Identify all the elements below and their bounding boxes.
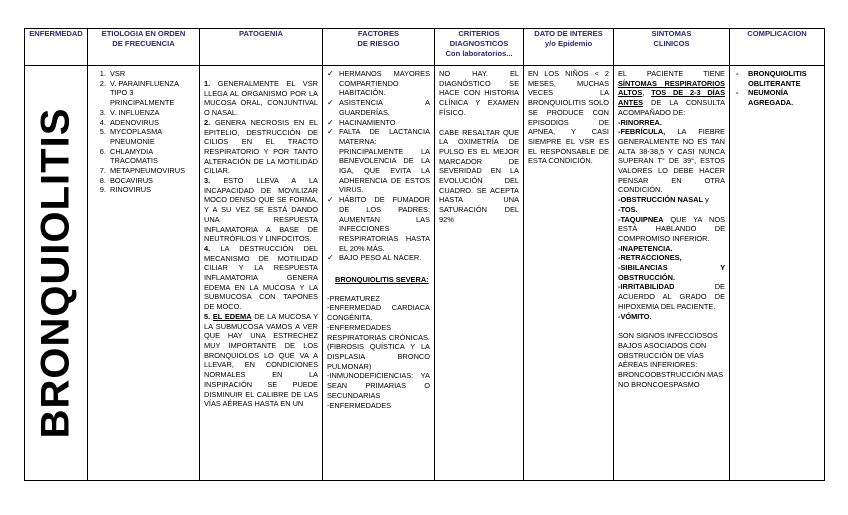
factores-cell [323,66,435,481]
etiologia-list [92,69,195,195]
header-factores: FACTORES DE RIESGO [323,29,435,66]
sintoma-sibilancias: -SIBILANCIAS Y OBSTRUCCIÓN. [618,263,725,282]
list-item: - BRONQUIOLITIS OBLITERANTE [734,69,820,88]
list-item: 5. MYCOPLASMA PNEUMONIE [108,127,195,146]
content-row [25,66,825,481]
sintoma-taquipnea: -TAQUIPNEA QUE YA NOS ESTÁ HABLANDO DE COMPROMISO INFERIOR. [618,214,725,243]
list-item: ✓ FALTA DE LACTANCIA MATERNA: PRINCIPALMENTE LA BENEVOLENCIA DE LA IGA, QUE EVITA LA ADHERENCIA DE ESTOS VIRUS. [327,127,430,195]
header-row [25,29,825,66]
bronquiolitis-table [24,28,825,481]
patogenia-step: 1. GENERALMENTE EL VSR LLEGA AL ORGANISMO POR LA MUCOSA ORAL, CONJUNTIVAL O NASAL. [204,79,318,118]
list-item: ✓ ASISTENCIA A GUARDERÍAS. [327,98,430,117]
sintomas-cell [614,66,730,481]
header-enfermedad: ENFERMEDAD [25,29,88,66]
list-item: 2. V. PARAINFLUENZA TIPO 3 PRINCIPALMENTE [108,79,195,108]
patogenia-step: 5. EL EDEMA DE LA MUCOSA Y LA SUBMUCOSA VAMOS A VER QUE HAY UNA ESTRECHEZ MUY IMPORTANTE DE LOS BRONQUIOLOS LO QUE VA A LLEVAR, EN CONDICIONES NORMALES EN LA INSPIRACIÓN SE PUEDE DISMINUIR EL CALIBRE DE LAS VÍAS AÉREAS HASTA EN UN [204,311,318,409]
sintoma-retracciones: -RETRACCIONES, [618,253,682,263]
severa-item: -INMUNODEFICIENCIAS: YA SEAN PRIMARIAS O SECUNDARIAS [327,371,430,400]
severa-item: -ENFERMEDADES [327,400,392,410]
severa-item: -ENFERMEDAD CARDIACA CONGÉNITA. [327,303,430,323]
list-item: 8. BOCAVIRUS [108,176,195,186]
patogenia-step: 2. GENERA NECROSIS EN EL EPITELIO, DESTRUCCIÓN DE CILIOS EN EL TRACTO RESPIRATORIO Y POR TANTO ALTERACIÓN DE LA MOTILIDAD CILIAR. [204,117,318,176]
header-complicacion: COMPLICACION [730,29,825,66]
sintomas-intro: EL PACIENTE TIENE SÍNTOMAS RESPIRATORIOS ALTOS, TOS DE 2-3 DÍAS ANTES DE LA CONSULTA ACOMPAÑADO DE: [618,69,726,117]
list-item: ✓ BAJO PESO AL NACER. [327,253,430,263]
sintoma-irritabilidad: -IRRITABILIDAD DE ACUERDO AL GRADO DE HIPOXEMIA DEL PACIENTE. [618,282,725,311]
list-item: ✓ HÁBITO DE FUMADOR DE LOS PADRES: AUMENTAN LAS INFECCIONES RESPIRATORIAS HASTA EL 20% MÁS. [327,195,430,253]
factores-list [327,69,430,263]
header-patogenia: PATOGENIA [200,29,323,66]
sintoma-febricula: -FEBRÍCULA, LA FIEBRE GENERALMENTE NO ES TAN ALTA 38-38,5 Y CASI NUNCA SUPERAN T° DE 39°, ESTOS VALORES LO DEBE HACER PENSAR EN OTRA CONDICIÓN. [618,127,725,195]
complicacion-cell [730,66,825,481]
sintoma-tos: -TOS. [618,204,638,214]
list-item: 9. RINOVIRUS [108,185,195,195]
header-sintomas: SINTOMAS CLINICOS [614,29,730,66]
severa-item: -PREMATUREZ [327,293,380,303]
header-dato: DATO DE INTERES y/o Epidemio [524,29,614,66]
complicacion-list [734,69,820,108]
etiologia-cell [88,66,200,481]
header-criterios: CRITERIOS DIAGNOSTICOS Con laboratorios... [435,29,524,66]
list-item: ✓ HERMANOS MAYORES COMPARTIENDO HABITACIÓN. [327,69,430,98]
list-item: 4. ADENOVIRUS [108,118,195,128]
severa-title: BRONQUIOLITIS SEVERA: [335,275,429,285]
sintoma-rinorrea: -RINORREA. [618,117,662,127]
severa-item: -ENFERMEDADES RESPIRATORIAS CRÓNICAS. (FIBROSIS QUÍSTICA Y LA DISPLASIA BRONCO PULMONAR) [327,322,430,371]
list-item: 7. METAPNEUMOVIRUS [108,166,195,176]
criterios-text: NO HAY. EL DIAGNÓSTICO SE HACE CON HISTORIA CLÍNICA Y EXAMEN FÍSICO. [439,69,519,117]
list-item: ✓ HACINAMIENTO [327,118,430,128]
criterios-text: CABE RESALTAR QUE LA OXIMETRÍA DE PULSO ES EL MEJOR MARCADOR DE SEVERIDAD EN LA EVOLUCIÓN DEL CUADRO. SE ACEPTA HASTA UNA SATURACIÓN DEL 92% [439,127,519,224]
patogenia-cell [200,66,323,481]
disease-name: BRONQUIOLITIS [33,107,78,439]
header-etiologia: ETIOLOGIA EN ORDEN DE FRECUENCIA [88,29,200,66]
sintoma-inapetencia: -INAPETENCIA. [618,243,673,253]
sintoma-obstruccion: -OBSTRUCCIÓN NASAL y [618,195,709,205]
disease-cell [25,66,88,481]
list-item: 3. V. INFLUENZA [108,108,195,118]
dato-cell [524,66,614,481]
dato-text: EN LOS NIÑOS < 2 MESES, MUCHAS VECES LA BRONQUIOLITIS SOLO SE PRODUCE CON EPISODIOS DE APNEA, Y CASI SIEMPRE EL VSR ES EL RESPONSABLE DE ESTA CONDICIÓN. [528,69,609,166]
criterios-cell [435,66,524,481]
sintoma-vomito: -VÓMITO. [618,311,652,321]
list-item: 6. CHLAMYDIA TRACOMATIS [108,147,195,166]
list-item: - NEUMONÍA AGREGADA. [734,88,820,107]
sintomas-signos: SON SIGNOS INFECCIOSOS BAJOS ASOCIADOS CON OBSTRUCCIÓN DE VÍAS AÉREAS INFERIORES: BRONCOOBSTRUCCIÓN MAS NO BRONCOESPASMO [618,331,724,389]
patogenia-step: 3. ESTO LLEVA A LA INCAPACIDAD DE MOVILIZAR MOCO DENSO QUE SE FORMA, Y A SU VEZ SE ESTÁ DANDO UNA RESPUESTA INFLAMATORIA A BASE DE NEUTRÓFILOS Y LINFOCITOS. [204,176,318,244]
patogenia-step: 4. LA DESTRUCCIÓN DEL MECANISMO DE MOTILIDAD CILIAR Y LA RESPUESTA INFLAMATORIA GENERA EDEMA EN LA MUCOSA Y LA SUBMUCOSA CON TAPONES DE MOCO. [204,243,318,312]
list-item: 1. VSR [108,69,195,79]
